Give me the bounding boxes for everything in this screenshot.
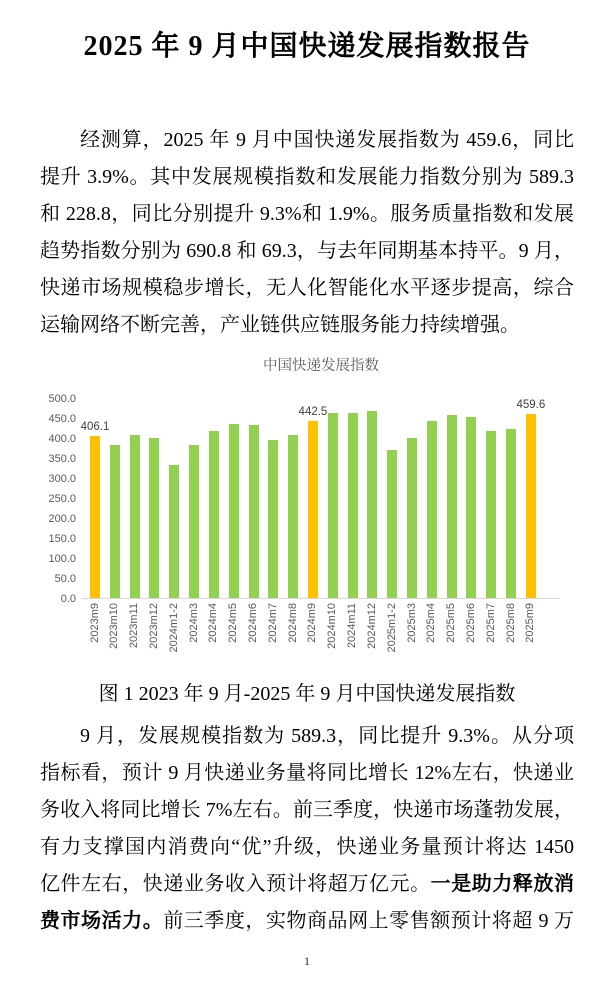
bar-2025m9 bbox=[516, 399, 546, 598]
x-axis-tick: 2024m10 bbox=[326, 603, 339, 649]
data-label: 406.1 bbox=[80, 420, 110, 433]
figure-caption: 图 1 2023 年 9 月-2025 年 9 月中国快递发展指数 bbox=[98, 683, 516, 705]
bar-2025m8 bbox=[506, 429, 516, 598]
chart-title: 中国快递发展指数 bbox=[263, 358, 379, 374]
y-axis-tick: 250.0 bbox=[48, 493, 76, 505]
paragraph-summary bbox=[40, 122, 574, 344]
y-axis-tick: 0.0 bbox=[60, 593, 76, 605]
bar-2025m4 bbox=[427, 421, 437, 598]
y-axis-tick: 500.0 bbox=[48, 393, 76, 405]
x-axis-tick: 2023m12 bbox=[147, 603, 160, 649]
bar-2024m6 bbox=[249, 425, 259, 598]
text-line: 有力支撑国内消费向“优”升级，快递业务量预计将达 1450 bbox=[40, 836, 574, 858]
y-axis-tick: 150.0 bbox=[48, 533, 76, 545]
bar-2025m5 bbox=[447, 415, 457, 598]
y-axis-tick: 350.0 bbox=[48, 453, 76, 465]
y-axis-tick: 200.0 bbox=[48, 513, 76, 525]
paragraph-details bbox=[40, 718, 574, 940]
data-label: 442.5 bbox=[298, 406, 328, 418]
text-line: 务收入将同比增长 7%左右。前三季度，快递市场蓬勃发展， bbox=[40, 799, 574, 821]
x-axis-tick: 2023m11 bbox=[128, 603, 141, 649]
y-axis-tick: 400.0 bbox=[48, 433, 76, 445]
text-line: 和 228.8，同比分别提升 9.3%和 1.9%。服务质量指数和发展 bbox=[40, 203, 574, 225]
text-line: 9 月，发展规模指数为 589.3，同比提升 9.3%。从分项 bbox=[80, 725, 574, 747]
page-content bbox=[0, 26, 614, 344]
x-axis-tick: 2025m9 bbox=[524, 603, 537, 643]
x-axis-tick: 2025m4 bbox=[425, 603, 438, 643]
x-axis-tick: 2025m5 bbox=[445, 603, 458, 643]
x-axis-tick: 2023m9 bbox=[88, 603, 101, 643]
x-axis-tick: 2024m12 bbox=[365, 603, 378, 649]
x-axis bbox=[82, 603, 560, 665]
page-content-lower bbox=[0, 718, 614, 940]
page-number: 1 bbox=[304, 954, 310, 968]
x-axis-tick: 2025m7 bbox=[484, 603, 497, 643]
bar-2024m11 bbox=[348, 413, 358, 598]
x-axis-tick: 2024m11 bbox=[346, 603, 359, 649]
bar-2024m12 bbox=[367, 411, 377, 598]
x-axis-tick: 2025m1-2 bbox=[385, 603, 398, 653]
text-line: 亿件左右，快递业务收入预计将超万亿元。一是助力释放消 bbox=[40, 873, 575, 895]
bar-2023m12 bbox=[149, 438, 159, 598]
text-line: 提升 3.9%。其中发展规模指数和发展能力指数分别为 589.3 bbox=[40, 166, 574, 188]
bar-2025m6 bbox=[466, 417, 476, 598]
y-axis-tick: 50.0 bbox=[54, 573, 76, 585]
text-line: 经测算，2025 年 9 月中国快递发展指数为 459.6，同比 bbox=[80, 129, 574, 151]
bar-2023m11 bbox=[130, 435, 140, 598]
x-axis-tick: 2025m3 bbox=[405, 603, 418, 643]
bar-2024m3 bbox=[189, 445, 199, 598]
bar-2023m10 bbox=[110, 445, 120, 598]
x-axis-tick: 2025m8 bbox=[504, 603, 517, 643]
text-line: 指标看，预计 9 月快递业务量将同比增长 12%左右，快递业 bbox=[40, 762, 574, 784]
bar-2024m9 bbox=[298, 406, 328, 598]
text-line: 费市场活力。前三季度，实物商品网上零售额预计将超 9 万 bbox=[40, 910, 575, 932]
text-line: 快递市场规模稳步增长，无人化智能化水平逐步提高，综合 bbox=[40, 277, 574, 299]
x-axis-tick: 2024m3 bbox=[187, 603, 200, 643]
x-axis-tick: 2024m7 bbox=[266, 603, 279, 643]
bar-2025m3 bbox=[407, 438, 417, 598]
data-label: 459.6 bbox=[516, 399, 546, 412]
x-axis-tick: 2024m9 bbox=[306, 603, 319, 643]
bar-2024m5 bbox=[229, 424, 239, 598]
x-axis-tick: 2024m1-2 bbox=[167, 603, 180, 653]
bar-2025m7 bbox=[486, 431, 496, 598]
bars-container bbox=[82, 399, 560, 599]
x-axis-tick: 2024m5 bbox=[227, 603, 240, 643]
x-axis-tick: 2024m4 bbox=[207, 603, 220, 643]
text-line: 趋势指数分别为 690.8 和 69.3，与去年同期基本持平。9 月， bbox=[40, 240, 574, 262]
bar-2025m1-2 bbox=[387, 450, 397, 598]
x-axis-tick: 2025m6 bbox=[464, 603, 477, 643]
bar-2023m9 bbox=[80, 420, 110, 598]
y-axis-tick: 450.0 bbox=[48, 413, 76, 425]
y-axis-tick: 300.0 bbox=[48, 473, 76, 485]
bar-2024m10 bbox=[328, 413, 338, 598]
text-line: 运输网络不断完善，产业链供应链服务能力持续增强。 bbox=[40, 314, 520, 336]
bar-2024m1-2 bbox=[169, 465, 179, 598]
y-axis bbox=[46, 393, 78, 605]
x-axis-tick: 2024m6 bbox=[247, 603, 259, 643]
bar-chart bbox=[46, 356, 560, 665]
figure-1 bbox=[0, 356, 614, 708]
x-axis-tick: 2023m10 bbox=[108, 603, 121, 649]
bar-2024m8 bbox=[288, 435, 298, 598]
bar-2024m7 bbox=[268, 440, 278, 598]
chart-plot-area bbox=[46, 393, 560, 605]
y-axis-tick: 100.0 bbox=[48, 553, 76, 565]
bar-2024m4 bbox=[209, 431, 219, 598]
x-axis-tick: 2024m8 bbox=[286, 603, 299, 643]
report-title: 2025 年 9 月中国快递发展指数报告 bbox=[83, 31, 531, 62]
